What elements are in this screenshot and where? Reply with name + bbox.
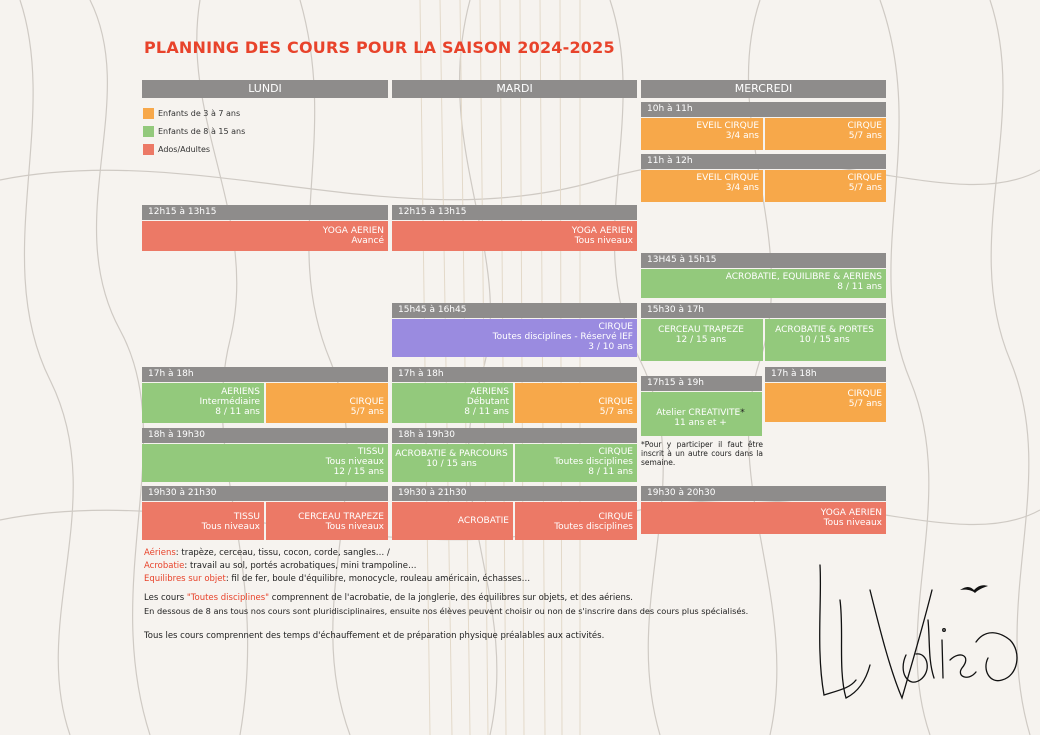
day-header-monday: LUNDI	[142, 80, 388, 98]
time-slot: 12h15 à 13h15	[142, 205, 388, 220]
class-cell	[392, 502, 513, 540]
time-slot: 17h à 18h	[392, 367, 637, 382]
class-name: CIRQUE	[598, 397, 633, 407]
time-slot: 18h à 19h30	[392, 428, 637, 443]
time-slot: 17h à 18h	[765, 367, 886, 382]
class-cell	[266, 383, 388, 423]
footer-text: : fil de fer, boule d'équilibre, monocycle, rouleau américain, échasses…	[225, 574, 531, 584]
page-title: PLANNING DES COURS POUR LA SAISON 2024-2025	[144, 38, 615, 57]
class-cell	[641, 170, 763, 202]
class-name: AERIENS	[221, 387, 260, 397]
class-name: CIRQUE	[847, 121, 882, 131]
footer-line	[144, 573, 530, 585]
footer-text: : travail au sol, portés acrobatiques, mini trampoline…	[184, 561, 417, 571]
class-cell	[392, 383, 513, 423]
class-age: 8 / 11 ans	[837, 282, 882, 292]
legend-swatch-red	[143, 144, 154, 155]
class-level: Tous niveaux	[574, 236, 633, 246]
class-name: CERCEAU TRAPEZE	[658, 325, 744, 335]
class-cell	[765, 319, 886, 361]
class-age: 11 ans et +	[674, 418, 727, 428]
class-cell	[641, 319, 763, 361]
footer-line	[144, 547, 390, 559]
class-cell	[266, 502, 388, 540]
footer-term: Acrobatie	[144, 561, 185, 571]
time-slot: 15h45 à 16h45	[392, 303, 637, 318]
time-slot: 10h à 11h	[641, 102, 886, 117]
class-level: Tous niveaux	[325, 522, 384, 532]
time-slot: 15h30 à 17h	[641, 303, 886, 318]
class-name: ACROBATIE, EQUILIBRE & AERIENS	[725, 272, 882, 282]
class-name: TISSU	[357, 447, 384, 457]
class-age: Avancé	[351, 236, 384, 246]
class-cell	[392, 444, 513, 482]
class-cell	[641, 269, 886, 298]
class-level: Tous niveaux	[201, 522, 260, 532]
footer-text: Les cours	[144, 593, 187, 603]
class-name: ACROBATIE & PARCOURS	[395, 449, 508, 459]
class-age: 8 / 11 ans	[464, 407, 509, 417]
class-name: CIRQUE	[349, 397, 384, 407]
footer-term: Equilibres sur objet	[144, 574, 226, 584]
class-level: Toutes disciplines	[554, 457, 633, 467]
class-age: 8 / 11 ans	[215, 407, 260, 417]
time-slot: 13H45 à 15h15	[641, 253, 886, 268]
signature-logo	[810, 560, 1030, 710]
class-age: 10 / 15 ans	[799, 335, 850, 345]
class-name: EVEIL CIRQUE	[696, 173, 759, 183]
footer-line	[144, 560, 417, 572]
class-cell	[142, 383, 264, 423]
class-name: Atelier CREATIVITE	[656, 408, 741, 418]
class-age: 5/7 ans	[599, 407, 633, 417]
footnote: *Pour y participer il faut être inscrit à un autre cours dans la semaine.	[641, 440, 763, 467]
class-name: YOGA AERIEN	[571, 226, 633, 236]
class-age: 12 / 15 ans	[333, 467, 384, 477]
class-age: 3/4 ans	[725, 183, 759, 193]
class-age: Tous niveaux	[823, 518, 882, 528]
class-age: 5/7 ans	[848, 399, 882, 409]
class-cell	[392, 319, 637, 357]
day-header-wednesday: MERCREDI	[641, 80, 886, 98]
footer-line: Tous les cours comprennent des temps d'échauffement et de préparation physique préalables aux activités.	[144, 631, 605, 641]
time-slot: 19h30 à 21h30	[392, 486, 637, 501]
class-level: Toutes disciplines - Réservé IEF	[492, 332, 633, 342]
class-age: 10 / 15 ans	[426, 459, 477, 469]
class-name: ACROBATIE	[457, 516, 509, 526]
legend-label: Enfants de 3 à 7 ans	[158, 109, 241, 118]
footer-term: "Toutes disciplines"	[186, 593, 270, 603]
class-name: ACROBATIE & PORTES	[775, 325, 874, 335]
class-name: YOGA AERIEN	[820, 508, 882, 518]
time-slot: 18h à 19h30	[142, 428, 388, 443]
legend-label: Enfants de 8 à 15 ans	[158, 127, 246, 136]
time-slot: 17h15 à 19h	[641, 376, 762, 391]
legend-label: Ados/Adultes	[158, 145, 211, 154]
footer-term: Aériens	[144, 548, 176, 558]
class-cell	[641, 502, 886, 534]
footer-text: comprennent de l'acrobatie, de la jonglerie, des équilibres sur objets, et des aériens.	[269, 593, 634, 603]
class-name: YOGA AERIEN	[322, 226, 384, 236]
class-cell	[515, 383, 637, 423]
class-age: 3 / 10 ans	[588, 342, 633, 352]
class-age: 5/7 ans	[848, 183, 882, 193]
time-slot: 12h15 à 13h15	[392, 205, 637, 220]
time-slot: 11h à 12h	[641, 154, 886, 169]
asterisk: *	[740, 408, 745, 418]
class-cell	[765, 170, 886, 202]
class-age: 12 / 15 ans	[675, 335, 727, 345]
class-age: 3/4 ans	[725, 131, 759, 141]
class-age: 5/7 ans	[848, 131, 882, 141]
class-cell	[641, 392, 762, 436]
class-name: EVEIL CIRQUE	[696, 121, 759, 131]
class-name: CIRQUE	[598, 447, 633, 457]
class-name: AERIENS	[470, 387, 509, 397]
class-level: Débutant	[466, 397, 509, 407]
legend-swatch-orange	[143, 108, 154, 119]
time-slot: 19h30 à 20h30	[641, 486, 886, 501]
class-cell	[641, 118, 763, 150]
class-name: CIRQUE	[598, 512, 633, 522]
class-cell	[515, 444, 637, 482]
class-name: CIRQUE	[847, 389, 882, 399]
class-cell	[765, 118, 886, 150]
class-cell	[142, 502, 264, 540]
class-cell	[142, 444, 388, 482]
class-cell	[765, 383, 886, 422]
class-name: CIRQUE	[598, 322, 633, 332]
footer-line	[144, 592, 633, 604]
day-header-tuesday: MARDI	[392, 80, 637, 98]
class-level: Intermédiaire	[199, 397, 260, 407]
class-age: 8 / 11 ans	[588, 467, 633, 477]
class-cell	[142, 221, 388, 251]
class-cell	[515, 502, 637, 540]
class-level: Tous niveaux	[325, 457, 384, 467]
legend-swatch-green	[143, 126, 154, 137]
class-level: Toutes disciplines	[554, 522, 633, 532]
footer-line: En dessous de 8 ans tous nos cours sont pluridisciplinaires, ensuite nos élèves peuvent choisir ou non de s'inscrire dans des cours plus spécialisés.	[144, 606, 749, 616]
time-slot: 17h à 18h	[142, 367, 388, 382]
class-cell	[392, 221, 637, 251]
class-age: 5/7 ans	[350, 407, 384, 417]
class-name: CIRQUE	[847, 173, 882, 183]
time-slot: 19h30 à 21h30	[142, 486, 388, 501]
class-name: TISSU	[233, 512, 260, 522]
footer-text: : trapèze, cerceau, tissu, cocon, corde, sangles… /	[175, 548, 390, 558]
class-name: CERCEAU TRAPEZE	[298, 512, 384, 522]
